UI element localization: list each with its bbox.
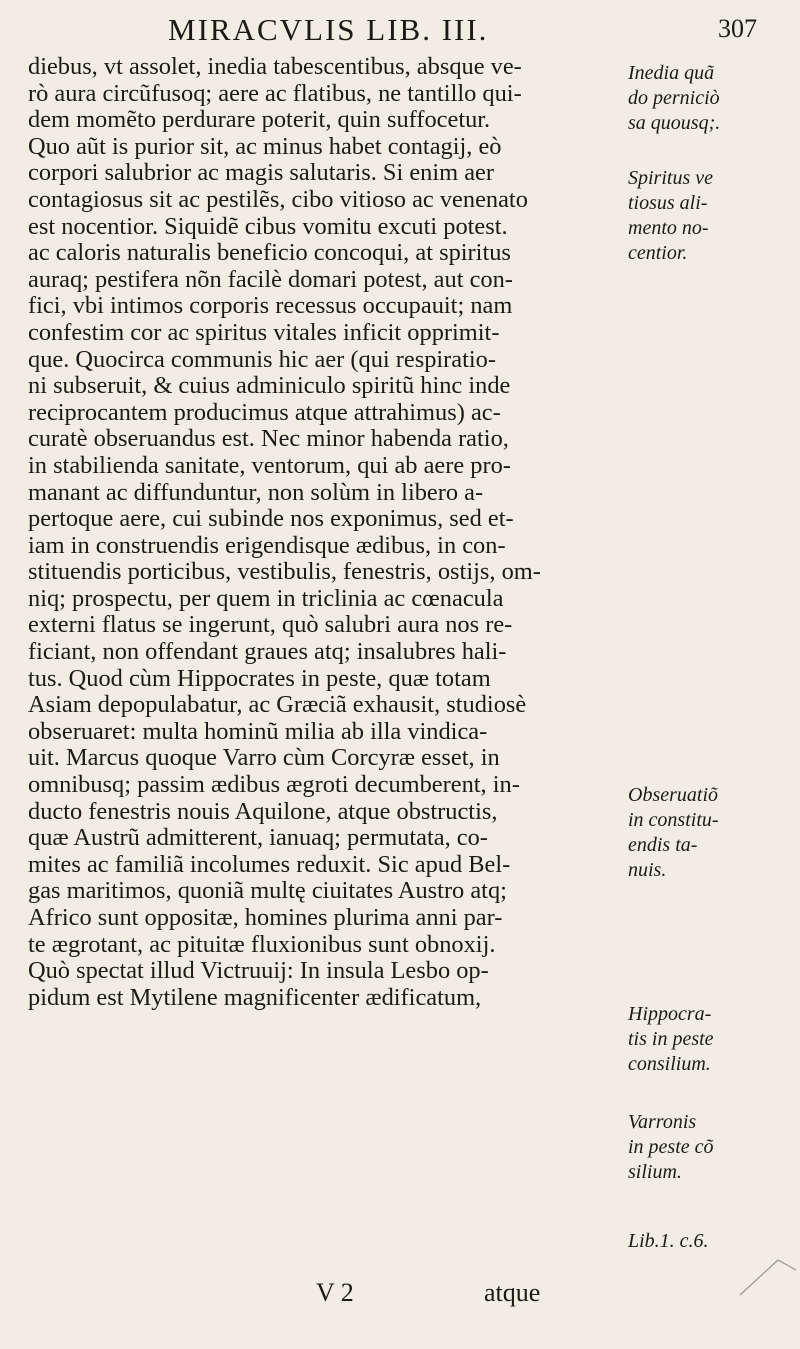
text-line: in stabilienda sanitate, ventorum, qui ab aere pro-	[28, 451, 511, 479]
catchword: atque	[484, 1278, 541, 1307]
margin-note-line: mento no-	[628, 217, 709, 239]
margin-note-line: do perniciò	[628, 87, 720, 109]
margin-note-line: silium.	[628, 1161, 682, 1183]
text-line: corpori salubrior ac magis salutaris. Si enim aer	[28, 159, 494, 187]
text-line: Quò spectat illud Victruuij: In insula Lesbo op-	[28, 957, 489, 985]
paper-fold-mark	[738, 1240, 798, 1300]
text-line: te ægrotant, ac pituitæ fluxionibus sunt obnoxij.	[28, 930, 496, 958]
text-line: Asiam depopulabatur, ac Græciã exhausit, studiosè	[28, 691, 527, 719]
text-line: rò aura circũfusoq; aere ac flatibus, ne tantillo qui-	[28, 79, 522, 107]
text-line: stituendis porticibus, vestibulis, fenestris, ostijs, om-	[28, 558, 541, 586]
text-line: fici, vbi intimos corporis recessus occupauit; nam	[28, 292, 513, 320]
text-line: pidum est Mytilene magnificenter ædificatum,	[28, 983, 482, 1011]
text-line: manant ac diffunduntur, non solùm in libero a-	[28, 478, 484, 506]
text-line: curatè obseruandus est. Nec minor habenda ratio,	[28, 425, 509, 453]
text-line: quæ Austrũ admitterent, ianuaq; permutata, co-	[28, 824, 488, 852]
text-line: confestim cor ac spiritus vitales inficit opprimit-	[28, 318, 500, 346]
margin-note-line: Spiritus ve	[628, 167, 713, 189]
page-footer	[0, 1278, 800, 1312]
text-line: iam in construendis erigendisque ædibus, in con-	[28, 531, 506, 559]
text-line: dem momẽto perdurare poterit, quin suffocetur.	[28, 106, 491, 134]
text-line: omnibusq; passim ædibus ægroti decumberent, in-	[28, 771, 520, 799]
text-line: ducto fenestris nouis Aquilone, atque obstructis,	[28, 797, 498, 825]
running-title: MIRACVLIS LIB. III.	[168, 12, 489, 47]
text-line: ficiant, non offendant graues atq; insalubres hali-	[28, 638, 507, 666]
margin-note-line: centior.	[628, 242, 688, 264]
text-line: mites ac familiã incolumes reduxit. Sic apud Bel-	[28, 850, 511, 878]
text-line: reciprocantem producimus atque attrahimus) ac-	[28, 398, 501, 426]
margin-note-line: in peste cõ	[628, 1136, 714, 1158]
text-line: tus. Quod cùm Hippocrates in peste, quæ totam	[28, 664, 491, 692]
margin-note-line: Varronis	[628, 1111, 697, 1133]
margin-note-line: in constitu-	[628, 809, 719, 831]
margin-note-line: nuis.	[628, 859, 667, 881]
text-line: auraq; pestifera nõn facilè domari potest, aut con-	[28, 265, 513, 293]
margin-note-line: consilium.	[628, 1053, 711, 1075]
margin-note-line: sa quousq;.	[628, 112, 721, 134]
text-line: est nocentior. Siquidẽ cibus vomitu excuti potest.	[28, 212, 508, 240]
text-line: ac caloris naturalis beneficio concoqui, at spiritus	[28, 239, 511, 267]
text-line: uit. Marcus quoque Varro cùm Corcyræ esset, in	[28, 744, 500, 772]
margin-note-line: Obseruatiõ	[628, 784, 718, 806]
text-line: que. Quocirca communis hic aer (qui respiratio-	[28, 345, 496, 373]
main-text-block	[28, 54, 630, 1011]
margin-note-line: tis in peste	[628, 1028, 714, 1050]
text-line: pertoque aere, cui subinde nos exponimus, sed et-	[28, 505, 514, 533]
margin-note-line: Inedia quã	[628, 62, 715, 84]
margin-note-line: Lib.1. c.6.	[628, 1230, 709, 1252]
text-line: Quo aũt is purior sit, ac minus habet contagij, eò	[28, 132, 502, 160]
margin-note-line: tiosus ali-	[628, 192, 708, 214]
text-line: gas maritimos, quoniã multę ciuitates Austro atq;	[28, 877, 507, 905]
text-line: Africo sunt oppositæ, homines plurima anni par-	[28, 904, 503, 931]
page-header	[0, 12, 800, 50]
text-line: contagiosus sit ac pestilẽs, cibo vitioso ac venenato	[28, 185, 528, 213]
text-line: niq; prospectu, per quem in triclinia ac cœnacula	[28, 584, 504, 612]
margin-note-line: Hippocra-	[628, 1003, 712, 1025]
page-number: 307	[718, 14, 757, 43]
text-line: diebus, vt assolet, inedia tabescentibus, absque ve-	[28, 53, 522, 80]
text-line: externi flatus se ingerunt, quò salubri aura nos re-	[28, 611, 513, 639]
text-line: obseruaret: multa hominũ milia ab illa vindica-	[28, 717, 488, 745]
margin-note-line: endis ta-	[628, 834, 698, 856]
text-line: ni subseruit, & cuius adminiculo spiritũ hinc inde	[28, 372, 511, 400]
signature-mark: V 2	[316, 1278, 354, 1307]
